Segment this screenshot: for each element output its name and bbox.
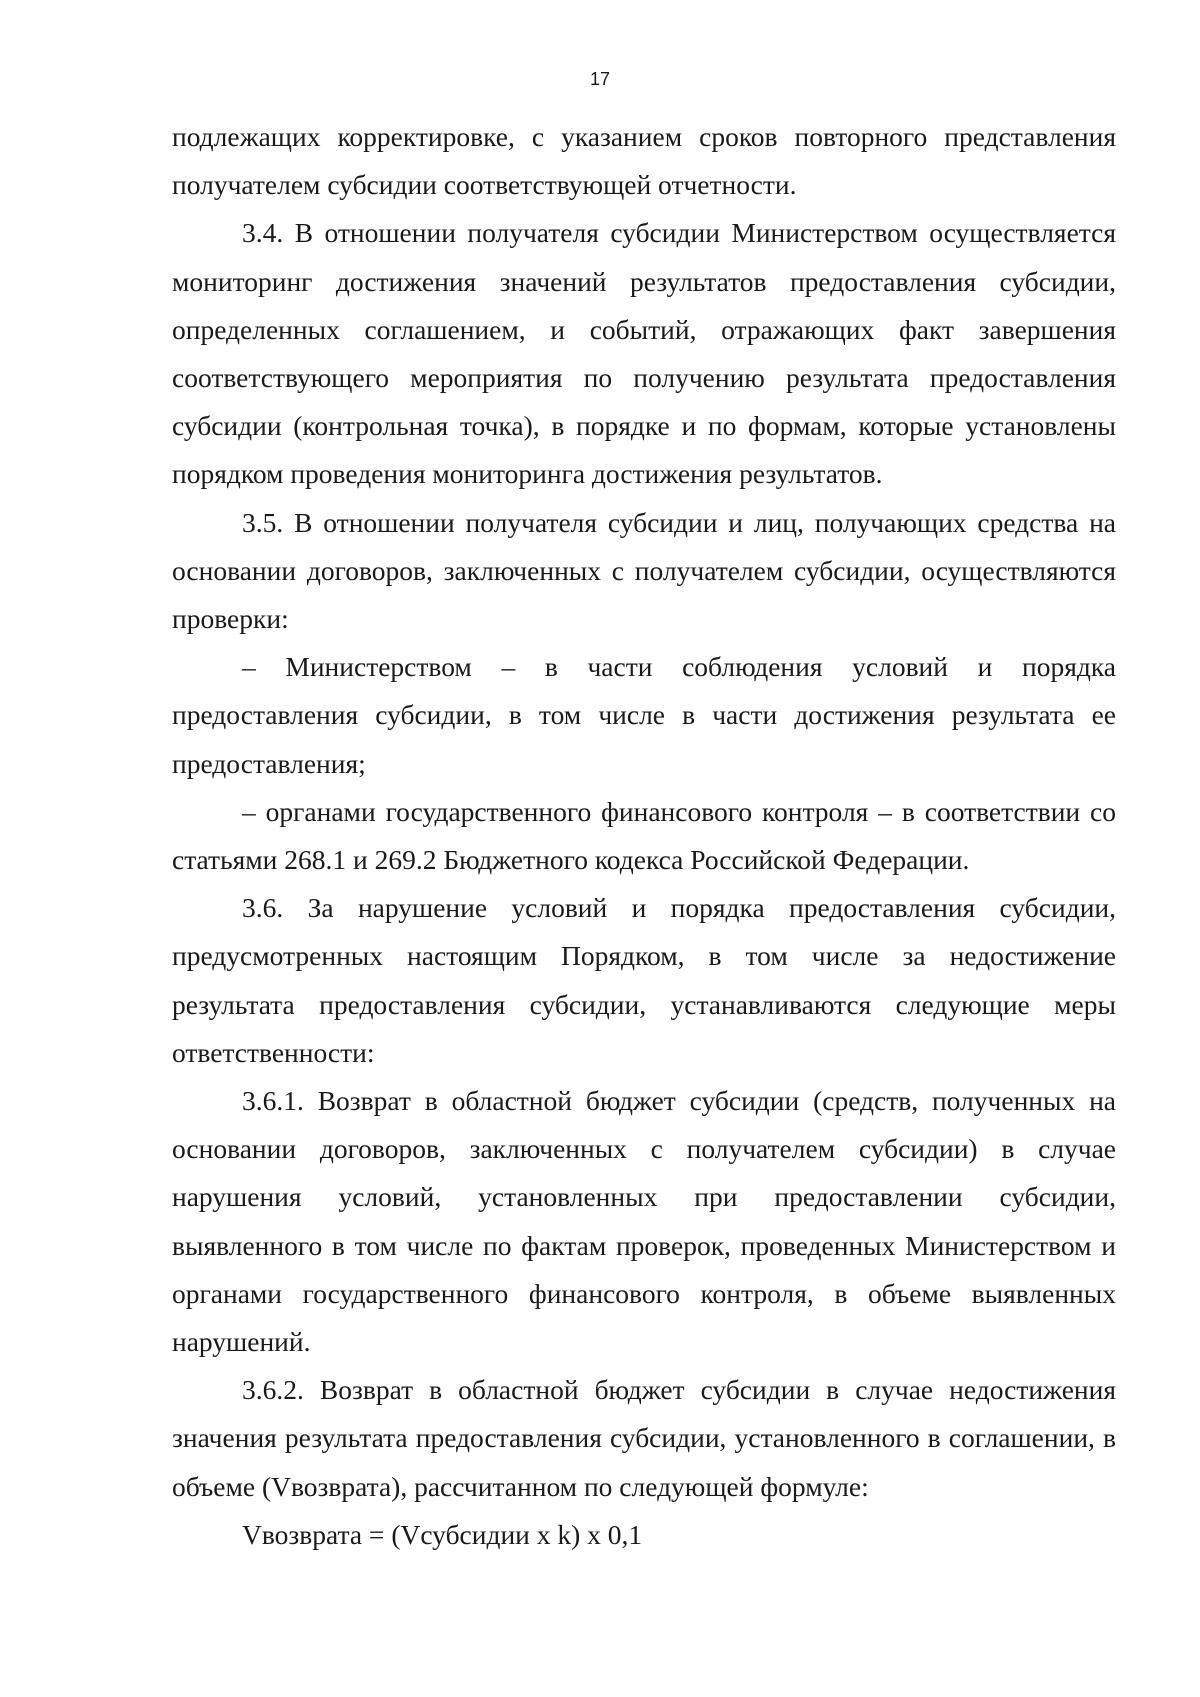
paragraph-3-6-2: 3.6.2. Возврат в областной бюджет субсидии в случае недостижения значения результата предоставления субсидии, установленного в соглашении, в объеме (Vвозврата), рассчитанном по следующей формуле: [172,1374,1116,1502]
page-number: 17 [589,69,611,89]
paragraph-3-5: 3.5. В отношении получателя субсидии и лиц, получающих средства на основании договоров, заключенных с получателем субсидии, осуществляются проверки: [172,506,1116,635]
paragraph-3-6-1: 3.6.1. Возврат в областной бюджет субсидии (средств, полученных на основании договоров, заключенных с получателем субсидии) в случае нарушения условий, установленных при предоставлении субсидии, выявленного в том числе по фактам проверок, проведенных Министерством и органами государственного финансового контроля, в объеме выявленных нарушений. [172,1085,1116,1358]
paragraph-continuation: подлежащих корректировке, с указанием сроков повторного представления получателем субсидии соответствующей отчетности. [172,121,1116,201]
list-item-ministry: – Министерством – в части соблюдения условий и порядка предоставления субсидии, в том числе в части достижения результата ее предоставления; [172,651,1116,779]
paragraph-3-4: 3.4. В отношении получателя субсидии Министерством осуществляется мониторинг достижения значений результатов предоставления субсидии, определенных соглашением, и событий, отражающих факт завершения соответствующего мероприятия по получению результата предоставления субсидии (контрольная точка), в порядке и по формам, которые установлены порядком проведения мониторинга достижения результатов. [172,217,1116,490]
paragraph-3-6: 3.6. За нарушение условий и порядка предоставления субсидии, предусмотренных настоящим Порядком, в том числе за недостижение результата предоставления субсидии, устанавливаются следующие меры ответственности: [172,892,1116,1068]
document-body [172,113,1116,1559]
list-item-financial-control: – органами государственного финансового контроля – в соответствии со статьями 268.1 и 269.2 Бюджетного кодекса Российской Федерации. [172,795,1116,876]
formula-line: Vвозврата = (Vсубсидии x k) x 0,1 [242,1518,643,1550]
